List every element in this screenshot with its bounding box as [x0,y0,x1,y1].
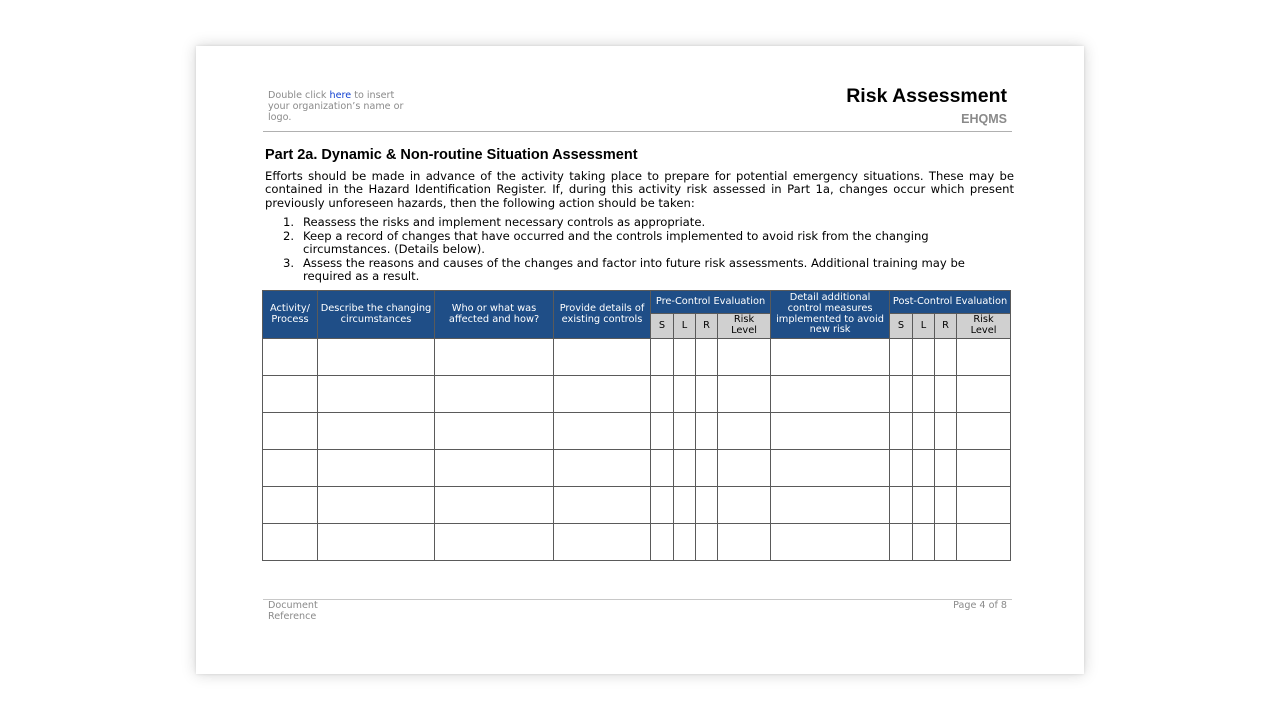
header-existing-controls: Provide details of existing controls [554,291,651,339]
header-divider [263,131,1012,132]
table-cell[interactable] [890,524,913,561]
table-row [263,376,1011,413]
assessment-table [262,290,1011,561]
table-cell[interactable] [554,413,651,450]
table-cell[interactable] [696,524,718,561]
table-cell[interactable] [957,376,1011,413]
table-cell[interactable] [554,487,651,524]
table-cell[interactable] [651,376,674,413]
table-cell[interactable] [696,450,718,487]
table-cell[interactable] [890,487,913,524]
table-cell[interactable] [935,413,957,450]
header-post-s: S [890,314,913,339]
table-cell[interactable] [771,524,890,561]
table-cell[interactable] [913,524,935,561]
org-prefix: Double click [268,90,330,101]
table-cell[interactable] [771,450,890,487]
table-cell[interactable] [435,524,554,561]
table-cell[interactable] [318,339,435,376]
table-cell[interactable] [318,487,435,524]
footer-divider [263,599,1012,600]
table-cell[interactable] [890,376,913,413]
table-body [263,339,1011,561]
header-activity: Activity/ Process [263,291,318,339]
table-cell[interactable] [263,339,318,376]
table-cell[interactable] [674,524,696,561]
table-cell[interactable] [318,376,435,413]
table-cell[interactable] [674,376,696,413]
org-insert-link[interactable]: here [329,90,352,101]
step-item [265,216,965,229]
table-cell[interactable] [263,487,318,524]
step-number: 2. [283,228,295,243]
table-cell[interactable] [651,413,674,450]
table-cell[interactable] [935,487,957,524]
table-cell[interactable] [554,376,651,413]
table-cell[interactable] [318,450,435,487]
table-cell[interactable] [913,487,935,524]
header-describe: Describe the changing circumstances [318,291,435,339]
table-cell[interactable] [696,339,718,376]
table-cell[interactable] [263,524,318,561]
table-cell[interactable] [651,487,674,524]
table-cell[interactable] [554,339,651,376]
table-cell[interactable] [651,339,674,376]
section-heading: Part 2a. Dynamic & Non-routine Situation Assessment [265,147,638,163]
table-cell[interactable] [435,487,554,524]
table-cell[interactable] [674,450,696,487]
table-cell[interactable] [957,450,1011,487]
table-cell[interactable] [957,487,1011,524]
header-pre-control: Pre-Control Evaluation [651,291,771,314]
table-cell[interactable] [718,339,771,376]
table-cell[interactable] [696,487,718,524]
table-cell[interactable] [771,487,890,524]
table-cell[interactable] [935,450,957,487]
table-cell[interactable] [957,339,1011,376]
footer-page-number: Page 4 of 8 [953,600,1007,611]
table-cell[interactable] [674,339,696,376]
step-text: Reassess the risks and implement necessary controls as appropriate. [303,215,706,229]
table-cell[interactable] [718,376,771,413]
header-post-l: L [913,314,935,339]
table-cell[interactable] [435,339,554,376]
table-cell[interactable] [651,450,674,487]
table-cell[interactable] [890,339,913,376]
step-number: 3. [283,255,295,270]
document-title: Risk Assessment [846,85,1007,107]
document-subtitle: EHQMS [961,112,1007,126]
org-suffix: to insert your organization’s name or logo. [268,90,404,123]
table-cell[interactable] [935,339,957,376]
table-cell[interactable] [696,376,718,413]
table-cell[interactable] [935,376,957,413]
step-text: Keep a record of changes that have occurred and the controls implemented to avoid risk from the changing circumstances. (Details below). [303,228,929,257]
header-post-risk-level: Risk Level [957,314,1011,339]
header-pre-risk-level: Risk Level [718,314,771,339]
table-cell[interactable] [554,524,651,561]
table-cell[interactable] [263,413,318,450]
table-cell[interactable] [913,376,935,413]
table-cell[interactable] [651,524,674,561]
table-cell[interactable] [696,413,718,450]
header-pre-l: L [674,314,696,339]
table-row [263,450,1011,487]
table-row [263,487,1011,524]
table-cell[interactable] [718,487,771,524]
table-row [263,524,1011,561]
table-cell[interactable] [554,450,651,487]
table-cell[interactable] [957,413,1011,450]
step-text: Assess the reasons and causes of the changes and factor into future risk assessments. Additional training may be required as a result. [303,255,965,284]
header-pre-s: S [651,314,674,339]
org-placeholder[interactable] [268,90,418,123]
step-number: 1. [283,215,295,229]
table-cell[interactable] [913,450,935,487]
header-additional-controls: Detail additional control measures implemented to avoid new risk [771,291,890,339]
table-cell[interactable] [771,376,890,413]
header-who: Who or what was affected and how? [435,291,554,339]
table-cell[interactable] [263,450,318,487]
table-row [263,413,1011,450]
table-cell[interactable] [957,524,1011,561]
table-cell[interactable] [890,450,913,487]
table-cell[interactable] [263,376,318,413]
step-item [265,230,965,257]
table-cell[interactable] [435,413,554,450]
table-row [263,339,1011,376]
table-cell[interactable] [890,413,913,450]
header-post-control: Post-Control Evaluation [890,291,1011,314]
document-page [196,46,1084,674]
table-cell[interactable] [771,339,890,376]
table-cell[interactable] [435,450,554,487]
table-cell[interactable] [718,524,771,561]
table-cell[interactable] [718,450,771,487]
table-cell[interactable] [318,413,435,450]
table-cell[interactable] [913,413,935,450]
header-post-r: R [935,314,957,339]
step-item [265,257,965,284]
header-pre-r: R [696,314,718,339]
table-cell[interactable] [913,339,935,376]
table-cell[interactable] [935,524,957,561]
table-cell[interactable] [318,524,435,561]
table-cell[interactable] [771,413,890,450]
action-steps [265,216,965,284]
table-cell[interactable] [674,487,696,524]
table-cell[interactable] [718,413,771,450]
table-cell[interactable] [674,413,696,450]
intro-paragraph: Efforts should be made in advance of the activity taking place to prepare for potential emergency situations. These may be contained in the Hazard Identification Register. If, during this activity risk assessed in Part 1a, changes occur which present previously unforeseen hazards, then the following action should be taken: [265,169,1014,210]
table-cell[interactable] [435,376,554,413]
footer-document-reference: Document Reference [268,600,318,622]
